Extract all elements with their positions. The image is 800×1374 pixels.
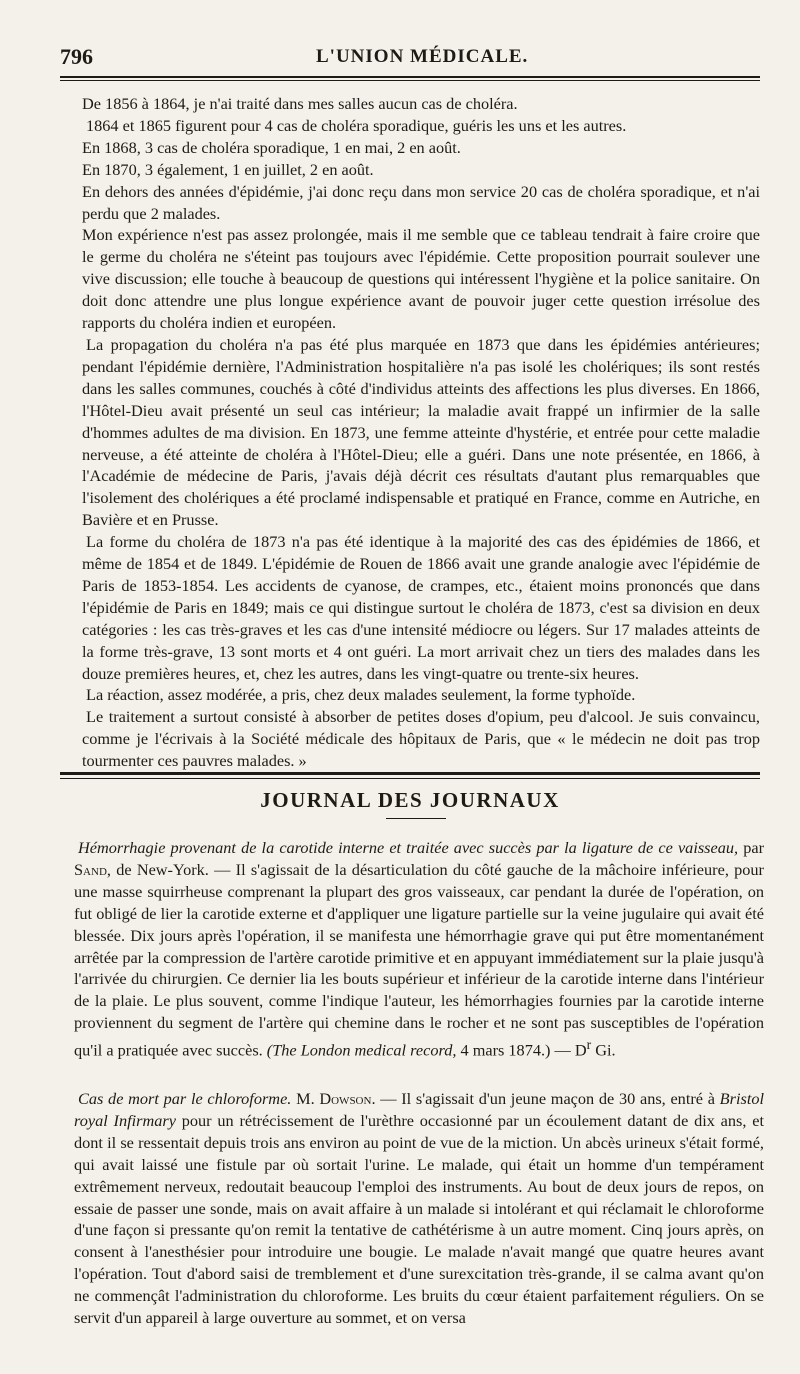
cholera-report-body — [82, 93, 760, 772]
article-paragraph — [74, 1088, 764, 1329]
section-title: JOURNAL DES JOURNAUX — [260, 788, 560, 812]
paragraph: La propagation du choléra n'a pas été plus marquée en 1873 que dans les épidémies antérieures; pendant l'épidémie dernière, l'Administration hospitalière n'a pas isolé les cholériques; ils sont restés dans les salles communes, couchés à côté d'individus atteints des affections les plus diverses. En 1866, l'Hôtel-Dieu avait présenté un seul cas intérieur; la maladie avait frappé un infirmier de la salle d'hommes adultes de ma division. En 1873, une femme atteinte d'hystérie, et entrée pour cette maladie nerveuse, a été atteinte de choléra à l'Hôtel-Dieu; elle a guéri. Dans une note présentée, en 1866, à l'Académie de médecine de Paris, j'avais déjà décrit ces résultats d'autant plus remarquables que l'isolement des cholériques a été proclamé indispensable et pratiqué en France, comme en Autriche, en Bavière et en Prusse. — [82, 334, 760, 530]
article-separator: . — — [371, 1089, 402, 1108]
header-rule-thin — [60, 80, 760, 81]
article-paragraph — [74, 837, 764, 1061]
article-title: Cas de mort par le chloroforme. — [78, 1089, 292, 1108]
stat-line: 1864 et 1865 figurent pour 4 cas de choléra sporadique, guéris les uns et les autres. — [86, 115, 627, 135]
article-date: 4 mars 1874.) — D — [456, 1040, 587, 1060]
page-header — [60, 44, 750, 74]
section-rule — [60, 772, 760, 775]
paragraph: Le traitement a surtout consisté à absorber de petites doses d'opium, peu d'alcool. Je suis convaincu, comme je l'écrivais à la Société médicale des hôpitaux de Paris, que « le médecin ne doit pas trop tourmenter ces pauvres malades. » — [82, 707, 760, 771]
stat-line: En 1868, 3 cas de choléra sporadique, 1 en mai, 2 en août. — [82, 137, 461, 157]
stat-line: En 1870, 3 également, 1 en juillet, 2 en août. — [82, 159, 374, 179]
paragraph: La forme du choléra de 1873 n'a pas été identique à la majorité des cas des épidémies de 1866, et même de 1854 et de 1849. L'épidémie de Rouen de 1866 avait une grande analogie avec l'épidémie de Paris de 1853-1854. Les accidents de cyanose, de crampes, etc., étaient moins prononcés que dans l'épidémie de Paris en 1849; mais ce qui distingue surtout le choléra de 1873, c'est sa division en deux catégories : les cas très-graves et les cas d'une intensité médiocre ou légers. Sur 17 malades atteints de la forme très-grave, 13 sont morts et 4 ont guéri. La mort arrivait chez un tiers des malades dans les douze premières heures, et, chez les autres, dans les vingt-quatre ou trente-six heures. — [82, 532, 760, 683]
paragraph: La réaction, assez modérée, a pris, chez deux malades seulement, la forme typhoïde. — [86, 685, 636, 705]
article-by: par — [738, 838, 765, 857]
running-title: L'UNION MÉDICALE. — [316, 46, 529, 67]
section-title-underline — [386, 818, 446, 819]
article-title: Hémorrhagie provenant de la carotide interne et traitée avec succès par la ligature de ce vaisseau, — [78, 838, 739, 857]
paragraph: Mon expérience n'est pas assez prolongée, mais il me semble que ce tableau tendrait à faire croire que le germe du choléra ne s'éteint pas toujours avec l'épidémie. Cette proposition pourrait soulever une vive discussion; elle touche à beaucoup de questions qui intéressent l'hygiène et la police sanitaire. On doit donc attendre une plus longue expérience avant de pouvoir juger cette question irrésolue des rapports du choléra indien et européen. — [82, 225, 760, 333]
header-rule — [60, 76, 760, 78]
article-hemorrhagie — [74, 837, 764, 1061]
article-author-location: , de New-York. — — [106, 859, 236, 879]
article-by: M. — [291, 1089, 320, 1108]
article-author: Dowson — [319, 1089, 372, 1108]
article-body-cont: pour un rétrécissement de l'urèthre occasionné par un écoulement datant de dix ans, et dont il se ressentait depuis trois ans environ au point de vue de la miction. Un abcès urineux s'était formé, qui avait laissé une fistule par où sortait l'urine. Le malade, qui était un homme d'un tempérament extrêmement nerveux, redoutait beaucoup l'emploi des instruments. Au bout de deux jours de repos, on essaie de passer une sonde, mais on avait affaire à un malade si intolérant et qui réclamait le chloroforme d'une façon si pressante qu'on remit la tentative de cathétérisme à un autre moment. Cinq jours après, on consent à l'anesthésier pour introduire une bougie. Le malade n'avait mangé que quatre heures avant l'opération. Tout d'abord saisi de tremblement et d'une surexcitation très-grande, il se calma avant qu'on ne commençât l'administration du chloroforme. Les bruits du cœur étaient parfaitement réguliers. On se servit d'un appareil à large ouverture au sommet, et on versa — [74, 1110, 764, 1328]
article-author: Sand — [74, 859, 107, 879]
article-body: Il s'agissait d'un jeune maçon de 30 ans, entré à — [401, 1089, 720, 1108]
article-source: (The London medical record, — [266, 1040, 457, 1060]
stat-line: De 1856 à 1864, je n'ai traité dans mes salles aucun cas de choléra. — [82, 94, 518, 113]
doctor-superscript: r — [586, 1037, 592, 1053]
article-chloroforme — [74, 1088, 764, 1329]
page-number: 796 — [60, 44, 93, 69]
paragraph: En dehors des années d'épidémie, j'ai donc reçu dans mon service 20 cas de choléra sporadique, et n'ai perdu que 2 malades. — [82, 181, 760, 223]
article-body: Il s'agissait de la désarticulation du côté gauche de la mâchoire inférieure, pour une masse squirrheuse comprenant la plupart des gros vaisseaux, car pendant la durée de l'opération, on fut obligé de lier la carotide externe et d'appliquer une ligature partielle sur la veine jugulaire qui avait été blessée. Dix jours après l'opération, il se manifesta une hémorrhagie grave qui put être momentanément arrêtée par la compression de l'artère carotide primitive et en appuyant immédiatement sur la plaie jusqu'à l'arrivée du chirurgien. Ce dernier lia les bouts supérieur et inférieur de la carotide interne dans l'intérieur de la plaie. Le plus souvent, comme l'indique l'auteur, les hémorrhagies fournies par la carotide interne proviennent du segment de l'artère qui chemine dans le rocher et ne sont pas susceptibles de l'opération qu'il a pratiquée avec succès. — [74, 859, 764, 1060]
hospital-name: Bristol royal Infirmary — [74, 1089, 765, 1130]
article-signature: Gi. — [591, 1040, 616, 1060]
section-rule-thin — [60, 778, 760, 779]
